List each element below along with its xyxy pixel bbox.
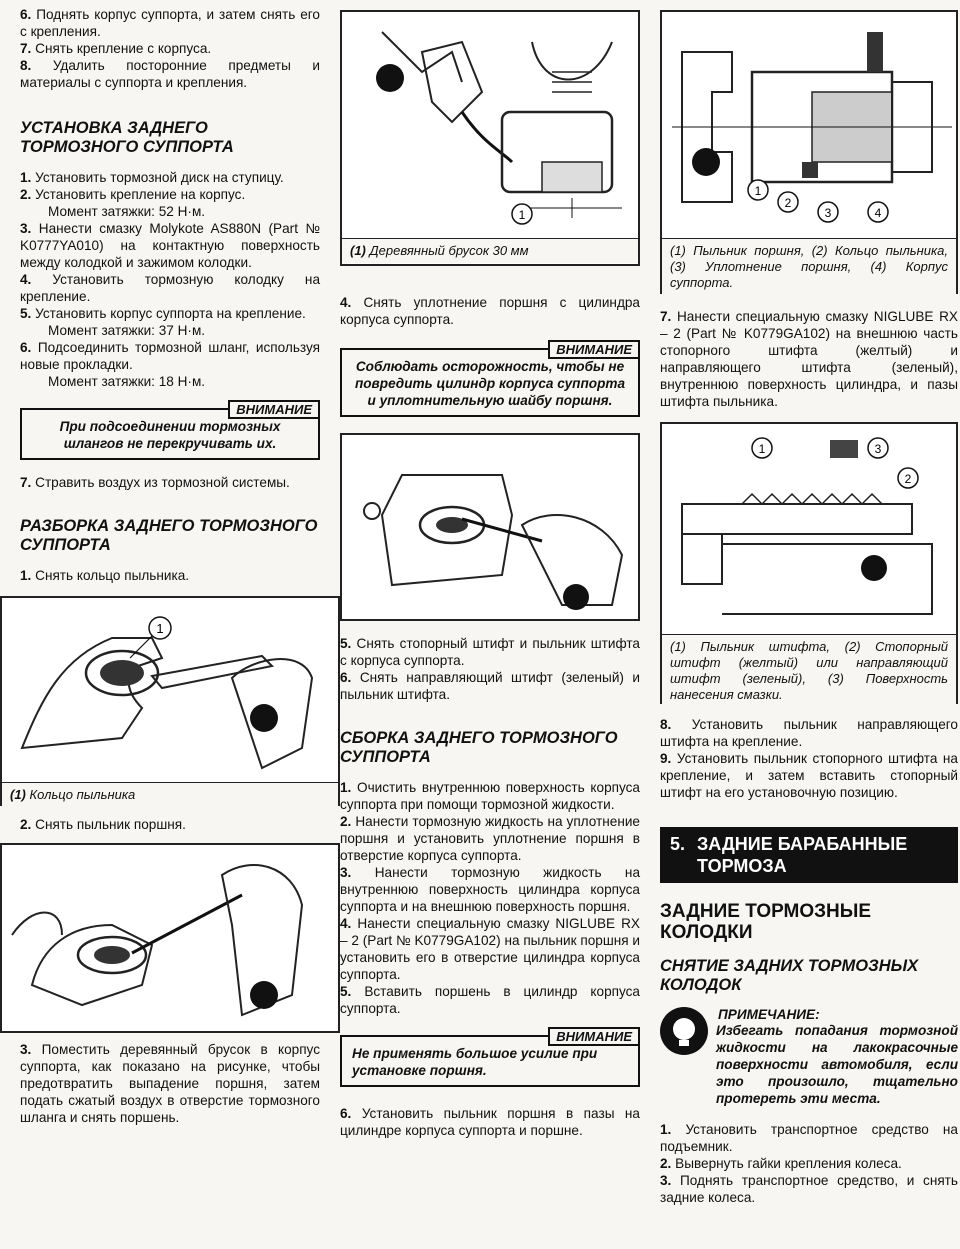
warning-tag: ВНИМАНИЕ <box>548 1027 640 1046</box>
disassembly-step-4: 4. Снять уплотнение поршня с цилиндра корпуса суппорта. <box>340 295 640 327</box>
assembly-step-9: 9. Установить пыльник стопорного штифта на крепление, и затем вставить стопорный штифт на его установочную позицию. <box>660 751 958 800</box>
callout-3: 3 <box>824 206 832 220</box>
install-step-5: 5. Установить корпус суппорта на крепление. <box>20 306 306 321</box>
warning-tag: ВНИМАНИЕ <box>228 400 320 419</box>
disassembly-step-6: 6. Снять направляющий штифт (зеленый) и пыльник штифта. <box>340 670 640 702</box>
section-title: ЗАДНИЕ ТОРМОЗНЫЕ КОЛОДКИ <box>660 901 872 943</box>
disassembly-step-5: 5. Снять стопорный штифт и пыльник штифта с корпуса суппорта. <box>340 636 640 668</box>
torque-52: Момент затяжки: 52 Н·м. <box>48 204 206 219</box>
figure-pin-removal <box>340 433 640 621</box>
dust-ring-illustration <box>2 598 322 782</box>
note-text: Избегать попадания тормозной жидкости на лакокрасочные поверхности автомобиля, если это произошло, тщательно протереть эти места. <box>716 1023 958 1106</box>
assembly-heading: СБОРКА ЗАДНЕГО ТОРМОЗНОГО СУППОРТА <box>340 729 618 766</box>
removal-step-2: 2. Вывернуть гайки крепления колеса. <box>660 1156 902 1171</box>
removal-step-3: 3. Поднять транспортное средство, и снять задние колеса. <box>660 1173 958 1205</box>
caliper-section-illustration <box>662 12 956 238</box>
callout-4: 4 <box>874 206 882 220</box>
disassembly-step-3: 3. Поместить деревянный брусок в корпус суппорта, как показано на рисунке, чтобы предотвратить выпадение поршня, затем подать сжатый воздух в отверстие тормозного шланга и снять поршень. <box>20 1042 320 1125</box>
warning-tag: ВНИМАНИЕ <box>548 340 640 359</box>
install-step-6: 6. Подсоединить тормозной шланг, используя новые прокладки. <box>20 340 320 372</box>
callout-2: 2 <box>904 472 912 486</box>
step-7: 7. Снять крепление с корпуса. <box>20 41 212 56</box>
note-block <box>660 1007 958 1107</box>
assembly-step-1: 1. Очистить внутреннюю поверхность корпуса суппорта при помощи тормозной жидкости. <box>340 780 640 812</box>
warning-box-force <box>340 1029 640 1087</box>
note-heading: ПРИМЕЧАНИЕ: <box>718 1007 820 1022</box>
install-step-4: 4. Установить тормозную колодку на крепление. <box>20 272 320 304</box>
assembly-step-5: 5. Вставить поршень в цилиндр корпуса суппорта. <box>340 984 640 1016</box>
disassembly-step-2: 2. Снять пыльник поршня. <box>20 817 186 832</box>
callout-1: 1 <box>758 442 766 456</box>
warning-text: При подсоединении тормозных шлангов не перекручивать их. <box>59 419 281 451</box>
assembly-step-6: 6. Установить пыльник поршня в пазы на цилиндре корпуса суппорта и поршне. <box>340 1106 640 1138</box>
disassembly-step-1: 1. Снять кольцо пыльника. <box>20 568 190 583</box>
figure-caliper-section <box>660 10 958 294</box>
install-step-3: 3. Нанести смазку Molykote AS880N (Part № K0777YA010) на контактную поверхность между колодкой и зажимом колодки. <box>20 221 320 270</box>
callout-3: 3 <box>874 442 882 456</box>
column-1 <box>10 6 321 1126</box>
warning-text: Соблюдать осторожность, чтобы не повредить цилиндр корпуса суппорта и уплотнительную шайбу поршня. <box>354 359 626 408</box>
chapter-number: 5. <box>670 834 686 854</box>
figure-caption: (1) Пыльник штифта, (2) Стопорный штифт (желтый) или направляющий штифт (зеленый), (3) Поверхность нанесения смазки. <box>662 634 956 707</box>
assembly-step-3: 3. Нанести тормозную жидкость на внутреннюю поверхность цилиндра корпуса суппорта и на внешнюю поверхность поршня. <box>340 865 640 914</box>
figure-piston-boot <box>0 843 340 1033</box>
callout-2: 2 <box>784 196 792 210</box>
step-8: 8. Удалить посторонние предметы и материалы с суппорта и крепления. <box>20 58 321 90</box>
pin-boot-illustration <box>662 424 956 634</box>
step-6: 6. Поднять корпус суппорта, и затем снять его с крепления. <box>20 7 320 39</box>
warning-box-cylinder <box>340 342 640 417</box>
warning-box-hoses <box>20 402 320 460</box>
figure-caption: (1) Кольцо пыльника <box>2 782 338 807</box>
install-step-1: 1. Установить тормозной диск на ступицу. <box>20 170 284 185</box>
warning-text: Не применять большое усилие при установке поршня. <box>352 1046 598 1078</box>
assembly-step-2: 2. Нанести тормозную жидкость на уплотнение поршня и установить уплотнение поршня в отверстие корпуса суппорта. <box>340 814 640 863</box>
callout-1: 1 <box>518 208 526 222</box>
assembly-step-4: 4. Нанести специальную смазку NIGLUBE RX – 2 (Part № K0779GA102) на пыльник поршня и установить его в отверстие цилиндра корпуса суппорта. <box>340 916 640 982</box>
column-3 <box>660 6 958 1206</box>
install-step-7: 7. Стравить воздух из тормозной системы. <box>20 475 290 490</box>
torque-18: Момент затяжки: 18 Н·м. <box>48 374 206 389</box>
figure-dust-ring <box>0 596 340 806</box>
pin-removal-illustration <box>342 435 638 619</box>
piston-boot-illustration <box>2 845 322 1031</box>
assembly-step-7: 7. Нанести специальную смазку NIGLUBE RX – 2 (Part № K0779GA102) на внешнюю часть стопорного штифта (желтый) и направляющего штифта (зеленый), внутреннюю поверхность цилиндра, и пазы штифта пыльника. <box>660 309 958 409</box>
chapter-title: ЗАДНИЕ БАРАБАННЫЕ ТОРМОЗА <box>697 834 908 876</box>
removal-heading: СНЯТИЕ ЗАДНИХ ТОРМОЗНЫХ КОЛОДОК <box>660 957 919 994</box>
torque-37: Момент затяжки: 37 Н·м. <box>48 323 206 338</box>
figure-wood-block <box>340 10 640 266</box>
chapter-banner <box>660 827 958 883</box>
install-heading: УСТАНОВКА ЗАДНЕГО ТОРМОЗНОГО СУППОРТА <box>20 119 234 156</box>
column-2 <box>340 6 640 1139</box>
disassembly-heading: РАЗБОРКА ЗАДНЕГО ТОРМОЗНОГО СУППОРТА <box>20 517 318 554</box>
callout-1: 1 <box>156 621 164 636</box>
removal-step-1: 1. Установить транспортное средство на подъемник. <box>660 1122 958 1154</box>
wood-block-illustration <box>342 12 638 238</box>
figure-caption: (1) Деревянный брусок 30 мм <box>342 238 638 263</box>
install-step-2: 2. Установить крепление на корпус. <box>20 187 246 202</box>
assembly-step-8: 8. Установить пыльник направляющего штифта на крепление. <box>660 717 958 749</box>
callout-1: 1 <box>754 184 762 198</box>
bulb-icon <box>660 1007 708 1055</box>
figure-pin-boot <box>660 422 958 704</box>
figure-caption: (1) Пыльник поршня, (2) Кольцо пыльника, (3) Уплотнение поршня, (4) Корпус суппорта. <box>662 238 956 295</box>
